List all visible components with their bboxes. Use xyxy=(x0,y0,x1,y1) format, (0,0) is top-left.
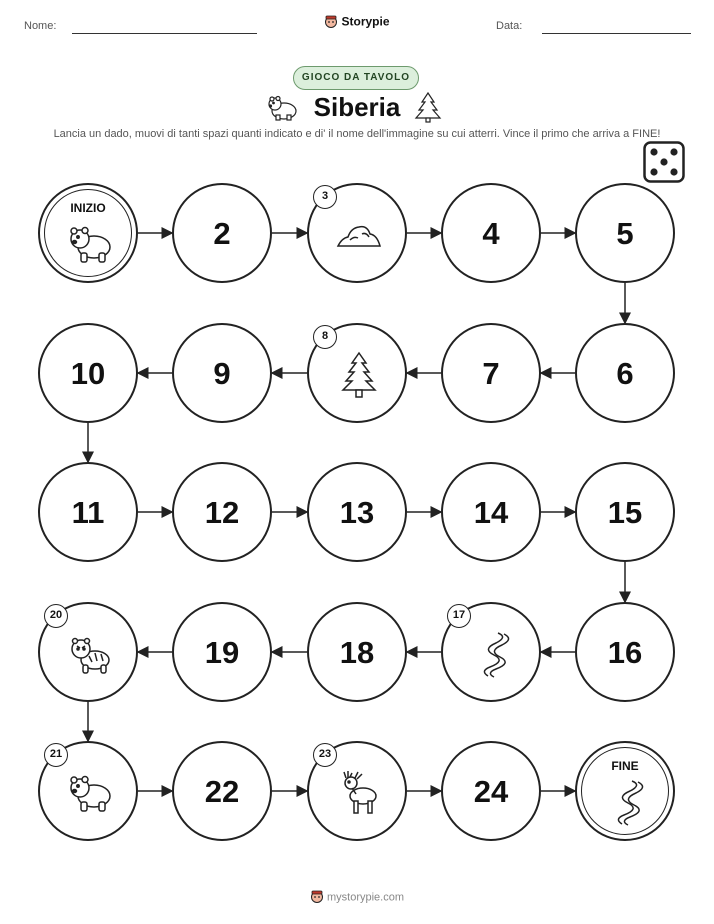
space-number-badge: 3 xyxy=(313,185,337,209)
instructions: Lancia un dado, muovi di tanti spazi quanti indicato e di' il nome dell'immagine su cui atterri. Vince il primo che arriva a FINE! xyxy=(53,128,661,140)
footer xyxy=(0,889,714,906)
board-space-9 xyxy=(172,323,272,423)
board-space-11 xyxy=(38,462,138,562)
board-space-10 xyxy=(38,323,138,423)
board-space-7 xyxy=(441,323,541,423)
start-label: INIZIO xyxy=(70,201,106,215)
board-space-22 xyxy=(172,741,272,841)
tiger-icon xyxy=(65,629,115,679)
space-number: 22 xyxy=(204,774,240,809)
space-number: 12 xyxy=(204,495,240,530)
storypie-logo-icon xyxy=(310,889,324,906)
river-icon xyxy=(468,629,518,679)
finish-space xyxy=(575,741,675,841)
board-space-16 xyxy=(575,602,675,702)
space-number: 15 xyxy=(607,495,643,530)
space-number: 5 xyxy=(616,216,634,251)
page-title: Siberia xyxy=(313,92,401,122)
board-space-19 xyxy=(172,602,272,702)
game-type-badge: GIOCO DA TAVOLO xyxy=(293,66,419,90)
river-icon xyxy=(602,777,652,827)
board-space-12 xyxy=(172,462,272,562)
bear-icon xyxy=(65,219,115,269)
name-label: Nome: xyxy=(24,20,57,32)
board-space-14 xyxy=(441,462,541,562)
space-number: 6 xyxy=(616,356,634,391)
board-space-18 xyxy=(307,602,407,702)
space-number: 13 xyxy=(339,495,375,530)
board-space-15 xyxy=(575,462,675,562)
space-number: 2 xyxy=(213,216,231,251)
space-number-badge: 8 xyxy=(313,325,337,349)
space-number-badge: 23 xyxy=(313,743,337,767)
finish-label: FINE xyxy=(611,759,639,773)
space-number: 7 xyxy=(482,356,500,391)
space-number: 4 xyxy=(482,216,500,251)
board-space-6 xyxy=(575,323,675,423)
date-label: Data: xyxy=(496,20,523,32)
space-number: 10 xyxy=(70,356,106,391)
space-number: 11 xyxy=(71,495,105,530)
space-number: 18 xyxy=(339,635,375,670)
space-number: 9 xyxy=(213,356,231,391)
board-space-5 xyxy=(575,183,675,283)
space-number: 24 xyxy=(473,774,509,809)
pine-tree-icon xyxy=(334,350,384,400)
bear-icon xyxy=(65,768,115,818)
space-number-badge: 21 xyxy=(44,743,68,767)
board-space-13 xyxy=(307,462,407,562)
board-space-24 xyxy=(441,741,541,841)
board-space-4 xyxy=(441,183,541,283)
space-number: 14 xyxy=(473,495,509,530)
footer-url[interactable]: mystorypie.com xyxy=(326,891,405,904)
snow-pile-icon xyxy=(334,210,384,260)
space-number: 16 xyxy=(607,635,643,670)
space-number-badge: 17 xyxy=(447,604,471,628)
board-space-2 xyxy=(172,183,272,283)
brand-name: Storypie xyxy=(341,14,390,29)
start-space xyxy=(38,183,138,283)
space-number-badge: 20 xyxy=(44,604,68,628)
reindeer-icon xyxy=(334,768,384,818)
space-number: 19 xyxy=(204,635,240,670)
